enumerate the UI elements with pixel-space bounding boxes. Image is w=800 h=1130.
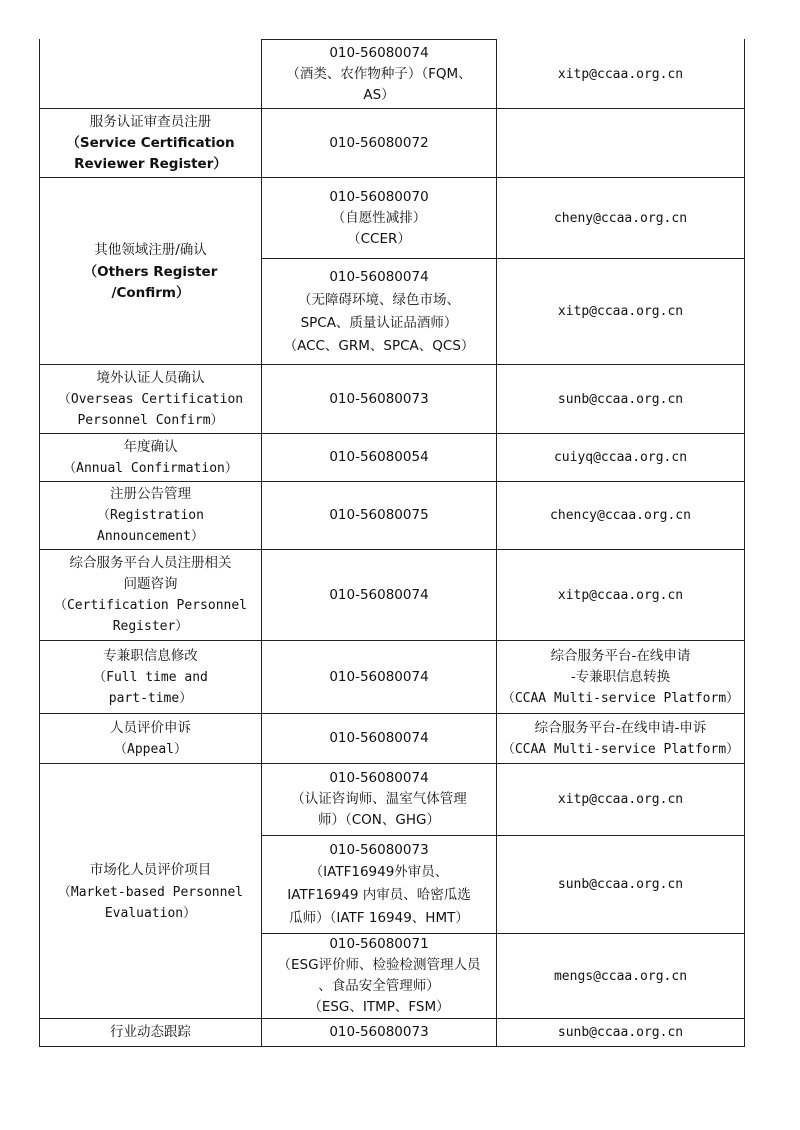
email-cell — [497, 40, 744, 108]
phone: 010-56080075 — [329, 507, 429, 523]
category-en: （Overseas Certification — [57, 391, 244, 407]
note: 瓜师）（IATF 16949、HMT） — [289, 909, 469, 926]
phone-cell — [262, 714, 496, 763]
note: IATF16949 内审员、哈密瓜选 — [287, 886, 471, 903]
email: sunb@ccaa.org.cn — [557, 877, 684, 892]
email: sunb@ccaa.org.cn — [557, 391, 684, 407]
email: sunb@ccaa.org.cn — [557, 1025, 684, 1040]
category-en: Register） — [112, 619, 189, 634]
platform-note: （CCAA Multi-service Platform） — [501, 690, 740, 706]
email-cell — [497, 641, 744, 713]
category-cell — [40, 434, 261, 481]
category-title: 行业动态跟踪 — [110, 1024, 191, 1040]
phone-cell — [262, 934, 496, 1018]
phone: 010-56080070 — [329, 188, 429, 205]
category-cell — [40, 1019, 261, 1046]
category-en: （Registration — [97, 508, 204, 523]
phone: 010-56080074 — [329, 44, 429, 61]
rule — [39, 1046, 744, 1047]
note: 、食品安全管理师） — [318, 978, 440, 994]
category-en: Personnel Confirm） — [77, 412, 224, 428]
phone: 010-56080073 — [329, 390, 429, 407]
category-title: 年度确认 — [123, 438, 178, 455]
category-title: 注册公告管理 — [110, 486, 191, 502]
phone: 010-56080074 — [329, 770, 429, 786]
email: cheny@ccaa.org.cn — [553, 210, 688, 226]
note: （IATF16949外审员、 — [309, 863, 449, 880]
phone-cell — [262, 178, 496, 258]
category-cell — [40, 482, 261, 549]
email-cell — [497, 434, 744, 481]
email-cell — [497, 259, 744, 364]
category-title: 问题咨询 — [123, 576, 178, 592]
category-title: 综合服务平台人员注册相关 — [69, 555, 232, 571]
category-cell — [40, 109, 261, 177]
category-en: （Market-based Personnel — [57, 884, 244, 900]
phone-cell — [262, 259, 496, 364]
category-cell — [40, 641, 261, 713]
phone-cell — [262, 836, 496, 933]
category-title: 服务认证审查员注册 — [89, 113, 212, 130]
email-cell — [497, 550, 744, 640]
note: （ACC、GRM、SPCA、QCS） — [283, 337, 475, 354]
phone-cell — [262, 109, 496, 177]
email-cell — [497, 365, 744, 433]
category-title: 人员评价申诉 — [110, 719, 191, 736]
category-title: 专兼职信息修改 — [103, 647, 198, 664]
phone: 010-56080071 — [329, 936, 429, 952]
phone: 010-56080074 — [329, 586, 429, 603]
note: SPCA、质量认证品酒师） — [300, 314, 458, 331]
email: cuiyq@ccaa.org.cn — [553, 450, 688, 465]
category-cell — [40, 178, 261, 364]
phone: 010-56080054 — [329, 449, 429, 465]
email-cell — [497, 482, 744, 549]
email-cell — [497, 934, 744, 1018]
platform-note: 综合服务平台-在线申请 — [550, 647, 691, 664]
email-cell — [497, 836, 744, 933]
email: xitp@ccaa.org.cn — [557, 792, 684, 807]
category-en: Announcement） — [97, 529, 204, 544]
category-en: Evaluation） — [104, 905, 197, 921]
email: xitp@ccaa.org.cn — [557, 587, 684, 603]
category-title: 境外认证人员确认 — [96, 369, 205, 386]
email: chency@ccaa.org.cn — [550, 508, 691, 523]
phone-cell — [262, 764, 496, 835]
category-cell — [40, 714, 261, 763]
category-cell — [40, 365, 261, 433]
platform-note: （CCAA Multi-service Platform） — [501, 741, 740, 757]
category-en: （Appeal） — [114, 741, 187, 757]
phone-cell — [262, 641, 496, 713]
category-en: （Others Register — [83, 263, 218, 280]
note: AS） — [363, 86, 395, 103]
note: （ESG评价师、检验检测管理人员 — [277, 957, 481, 973]
email-cell — [497, 764, 744, 835]
note: （CCER） — [347, 230, 411, 247]
phone: 010-56080074 — [329, 730, 429, 746]
phone-cell — [262, 550, 496, 640]
note: （酒类、农作物种子）（FQM、 — [286, 65, 472, 82]
email: xitp@ccaa.org.cn — [557, 304, 684, 319]
category-en: Reviewer Register） — [74, 155, 227, 172]
phone: 010-56080074 — [329, 268, 429, 285]
phone-cell — [262, 365, 496, 433]
category-cell — [40, 764, 261, 1018]
phone: 010-56080073 — [329, 841, 429, 858]
email: mengs@ccaa.org.cn — [553, 968, 688, 984]
category-cell — [40, 550, 261, 640]
note: （无障碍环境、绿色市场、 — [298, 291, 460, 308]
rule — [744, 39, 745, 1047]
category-en: （Service Certification — [66, 134, 235, 151]
phone: 010-56080072 — [329, 134, 429, 151]
phone-cell — [262, 434, 496, 481]
category-en: /Confirm） — [111, 284, 190, 301]
category-en: （Annual Confirmation） — [63, 460, 238, 476]
phone: 010-56080073 — [329, 1024, 429, 1040]
phone-cell — [262, 40, 496, 108]
email-cell — [497, 714, 744, 763]
category-en: part-time） — [108, 690, 193, 706]
email-cell — [497, 1019, 744, 1046]
category-en: （Full time and — [93, 669, 208, 685]
phone-cell — [262, 1019, 496, 1046]
note: （认证咨询师、温室气体管理 — [291, 791, 467, 807]
email: xitp@ccaa.org.cn — [557, 66, 684, 82]
platform-note: 综合服务平台-在线申请-申诉 — [534, 719, 707, 736]
phone: 010-56080074 — [329, 668, 429, 685]
category-title: 市场化人员评价项目 — [89, 861, 212, 878]
category-title: 其他领域注册/确认 — [94, 241, 207, 258]
note: （ESG、ITMP、FSM） — [308, 999, 450, 1015]
platform-note: -专兼职信息转换 — [570, 668, 671, 685]
note: 师）（CON、GHG） — [318, 812, 440, 828]
note: （自愿性减排） — [331, 209, 427, 226]
phone-cell — [262, 482, 496, 549]
category-en: （Certification Personnel — [53, 598, 247, 613]
email-cell — [497, 178, 744, 258]
